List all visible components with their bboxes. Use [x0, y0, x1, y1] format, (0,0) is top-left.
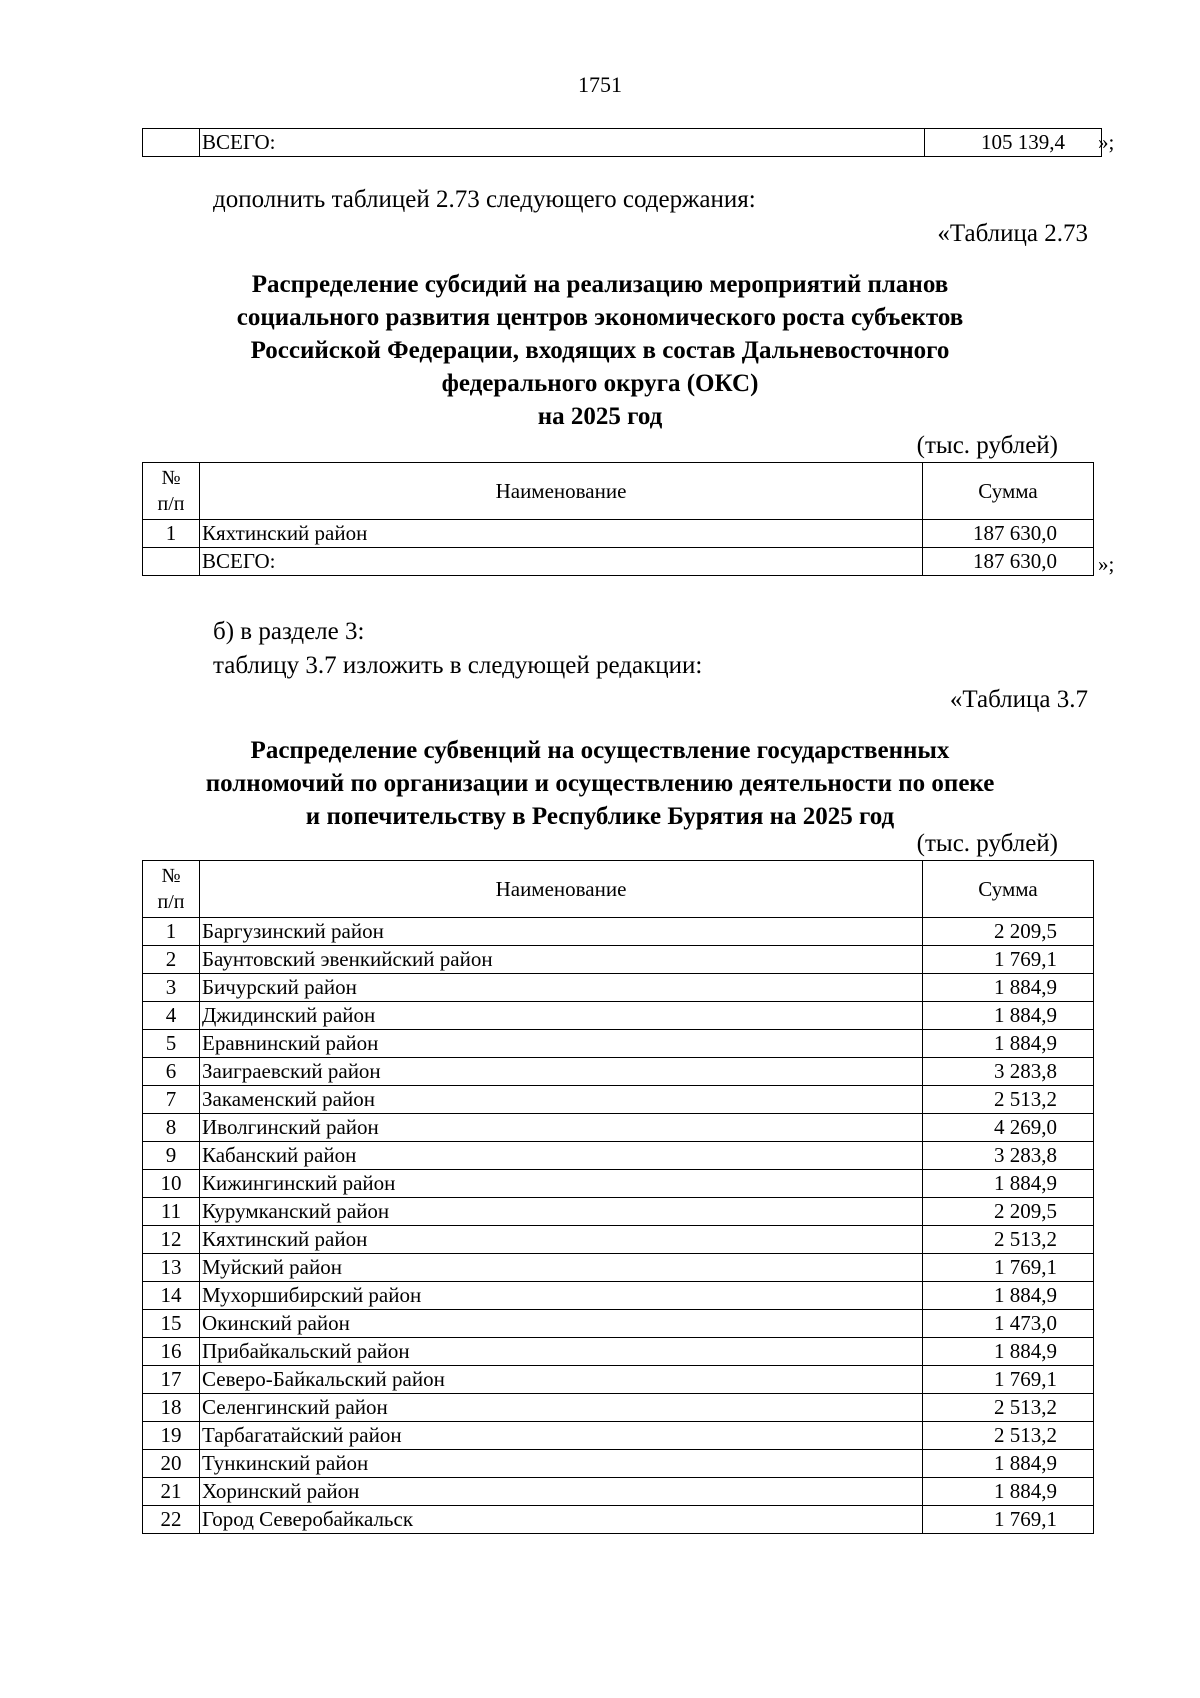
header-num-line: № [161, 467, 181, 489]
title-line: и попечительству в Республике Бурятия на 2025 год [305, 803, 895, 830]
table-row [143, 129, 1102, 157]
closing-quote: »; [1098, 130, 1115, 154]
table-row [143, 946, 1094, 974]
title-line: федерального округа (ОКС) [441, 370, 759, 397]
cell-num: 2 [143, 946, 200, 974]
header-num [143, 463, 200, 520]
cell-sum: 1 769,1 [923, 946, 1094, 974]
cell-num: 9 [143, 1142, 200, 1170]
table-row [143, 1338, 1094, 1366]
cell-sum: 3 283,8 [923, 1058, 1094, 1086]
closing-quote: »; [1098, 552, 1115, 576]
cell-name: Кабанский район [200, 1142, 923, 1170]
cell-num: 8 [143, 1114, 200, 1142]
cell-num: 1 [143, 520, 200, 548]
table-273 [142, 462, 1094, 576]
cell-sum: 1 884,9 [923, 1170, 1094, 1198]
cell-num: 16 [143, 1338, 200, 1366]
paragraph-table-37: таблицу 3.7 изложить в следующей редакции: [213, 652, 703, 679]
cell-sum: 1 884,9 [923, 1478, 1094, 1506]
header-num-line: № [161, 865, 181, 887]
table-row [143, 1478, 1094, 1506]
cell-name: Селенгинский район [200, 1394, 923, 1422]
header-num [143, 861, 200, 918]
cell-sum: 1 884,9 [923, 1002, 1094, 1030]
cell-sum: 2 513,2 [923, 1422, 1094, 1450]
cell-num: 4 [143, 1002, 200, 1030]
table-row [143, 1086, 1094, 1114]
cell-sum: 1 884,9 [923, 1030, 1094, 1058]
cell-name: Курумканский район [200, 1198, 923, 1226]
cell-num: 22 [143, 1506, 200, 1534]
cell-num: 5 [143, 1030, 200, 1058]
cell-sum: 1 769,1 [923, 1254, 1094, 1282]
table-header [143, 463, 1094, 520]
cell-name: Мухоршибирский район [200, 1282, 923, 1310]
title-line: Российской Федерации, входящих в состав Дальневосточного [250, 337, 950, 364]
cell-num: 11 [143, 1198, 200, 1226]
table-row [143, 1506, 1094, 1534]
cell-sum: 1 769,1 [923, 1366, 1094, 1394]
cell-num: 13 [143, 1254, 200, 1282]
table-row [143, 1142, 1094, 1170]
cell-name: Бичурский район [200, 974, 923, 1002]
table-row [143, 520, 1094, 548]
table-row [143, 1058, 1094, 1086]
table-row-total [143, 548, 1094, 576]
cell-sum: 1 769,1 [923, 1506, 1094, 1534]
cell-num: 20 [143, 1450, 200, 1478]
cell-sum: 2 209,5 [923, 1198, 1094, 1226]
header-sum: Сумма [923, 861, 1094, 918]
table-273-unit: (тыс. рублей) [916, 432, 1058, 459]
cell-num: 14 [143, 1282, 200, 1310]
cell-name: Тункинский район [200, 1450, 923, 1478]
header-num-line: п/п [157, 493, 185, 515]
table-row [143, 1226, 1094, 1254]
cell-name: Закаменский район [200, 1086, 923, 1114]
cell-name: Хоринский район [200, 1478, 923, 1506]
cell-name: Северо-Байкальский район [200, 1366, 923, 1394]
table-row [143, 1450, 1094, 1478]
table-header [143, 861, 1094, 918]
table-row [143, 1282, 1094, 1310]
header-name: Наименование [200, 463, 923, 520]
title-line: на 2025 год [537, 403, 663, 430]
cell-name: Окинский район [200, 1310, 923, 1338]
cell-num: 12 [143, 1226, 200, 1254]
cell-name: Джидинский район [200, 1002, 923, 1030]
table-row [143, 1030, 1094, 1058]
cell-num: 1 [143, 918, 200, 946]
cell-num: 10 [143, 1170, 200, 1198]
cell-name: ВСЕГО: [200, 548, 923, 576]
cell-name: ВСЕГО: [200, 129, 925, 157]
table-273-title [150, 268, 1050, 433]
title-line: социального развития центров экономического роста субъектов [236, 304, 964, 331]
cell-name: Иволгинский район [200, 1114, 923, 1142]
cell-sum: 1 884,9 [923, 1338, 1094, 1366]
table-37-unit: (тыс. рублей) [916, 830, 1058, 857]
previous-table-total [142, 128, 1102, 157]
page-number: 1751 [578, 72, 622, 97]
cell-sum: 1 884,9 [923, 974, 1094, 1002]
paragraph-section-3: б) в разделе 3: [213, 618, 365, 645]
table-row [143, 1394, 1094, 1422]
cell-name: Муйский район [200, 1254, 923, 1282]
header-num-line: п/п [157, 891, 185, 913]
cell-sum: 2 209,5 [923, 918, 1094, 946]
paragraph-add-table: дополнить таблицей 2.73 следующего содержания: [213, 186, 756, 213]
cell-name: Заиграевский район [200, 1058, 923, 1086]
cell-num: 15 [143, 1310, 200, 1338]
cell-sum: 1 473,0 [923, 1310, 1094, 1338]
cell-num: 17 [143, 1366, 200, 1394]
cell-sum: 1 884,9 [923, 1282, 1094, 1310]
cell-name: Прибайкальский район [200, 1338, 923, 1366]
cell-sum: 105 139,4 [925, 129, 1102, 157]
cell-num: 19 [143, 1422, 200, 1450]
table-row [143, 1170, 1094, 1198]
cell-num [143, 548, 200, 576]
cell-name: Кяхтинский район [200, 1226, 923, 1254]
cell-sum: 4 269,0 [923, 1114, 1094, 1142]
table-row [143, 1002, 1094, 1030]
table-row [143, 1422, 1094, 1450]
header-name: Наименование [200, 861, 923, 918]
table-37-title [150, 734, 1050, 833]
cell-name: Кижингинский район [200, 1170, 923, 1198]
cell-sum: 1 884,9 [923, 1450, 1094, 1478]
cell-sum: 2 513,2 [923, 1086, 1094, 1114]
title-line: Распределение субвенций на осуществление государственных [250, 737, 950, 764]
cell-sum: 2 513,2 [923, 1394, 1094, 1422]
table-273-ref: «Таблица 2.73 [937, 220, 1088, 247]
cell-sum: 3 283,8 [923, 1142, 1094, 1170]
table-37 [142, 860, 1094, 1534]
cell-name: Баунтовский эвенкийский район [200, 946, 923, 974]
table-row [143, 1310, 1094, 1338]
cell-num [143, 129, 200, 157]
cell-name: Город Северобайкальск [200, 1506, 923, 1534]
table-row [143, 1366, 1094, 1394]
cell-sum: 187 630,0 [923, 548, 1094, 576]
header-sum: Сумма [923, 463, 1094, 520]
cell-num: 3 [143, 974, 200, 1002]
cell-sum: 187 630,0 [923, 520, 1094, 548]
cell-name: Еравнинский район [200, 1030, 923, 1058]
table-row [143, 974, 1094, 1002]
cell-sum: 2 513,2 [923, 1226, 1094, 1254]
cell-name: Кяхтинский район [200, 520, 923, 548]
cell-num: 6 [143, 1058, 200, 1086]
table-row [143, 1114, 1094, 1142]
table-row [143, 1254, 1094, 1282]
cell-name: Тарбагатайский район [200, 1422, 923, 1450]
cell-num: 21 [143, 1478, 200, 1506]
table-row [143, 918, 1094, 946]
table-37-ref: «Таблица 3.7 [949, 686, 1088, 713]
cell-name: Баргузинский район [200, 918, 923, 946]
table-row [143, 1198, 1094, 1226]
title-line: полномочий по организации и осуществлению деятельности по опеке [205, 770, 995, 797]
cell-num: 7 [143, 1086, 200, 1114]
cell-num: 18 [143, 1394, 200, 1422]
title-line: Распределение субсидий на реализацию мероприятий планов [251, 271, 949, 298]
